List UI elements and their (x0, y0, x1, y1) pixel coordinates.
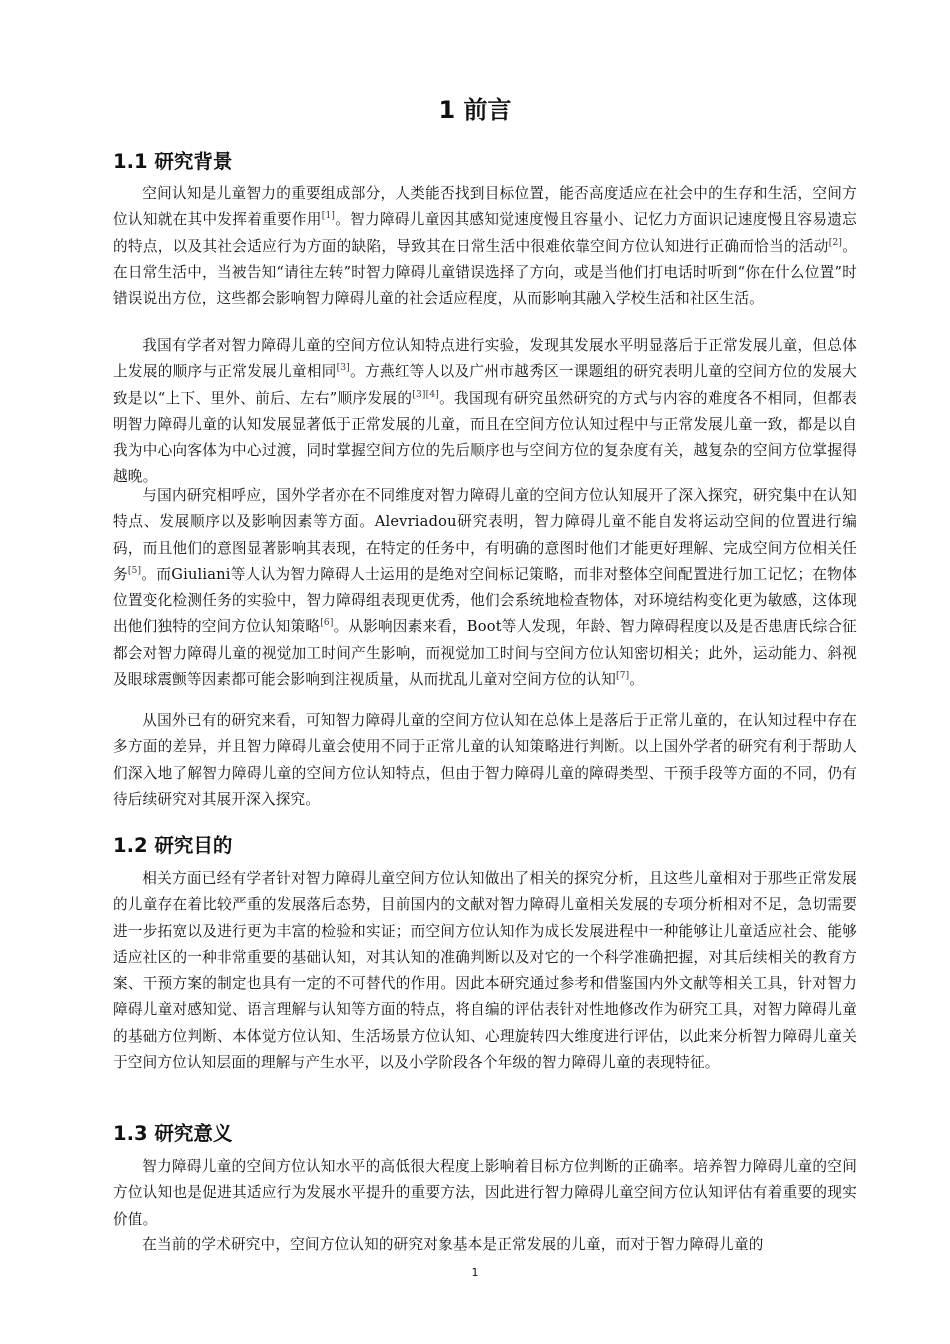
citation-marker: [5] (127, 566, 142, 577)
section-heading-background: 1.1 研究背景 (113, 150, 233, 173)
body-paragraph: 空间认知是儿童智力的重要组成部分，人类能否找到目标位置，能否高度适应在社会中的生存和生活，空间方位认知就在其中发挥着重要作用[1]。智力障碍儿童因其感知觉速度慢且容量小、记忆力方面识记速度慢且容易遗忘的特点，以及其社会适应行为方面的缺陷，导致其在日常生活中很难依靠空间方位认知进行正确而恰当的活动[2]。在日常生活中，当被告知“请往左转”时智力障碍儿童错误选择了方向，或是当他们打电话时听到“你在什么位置”时错误说出方位，这些都会影响智力障碍儿童的社会适应程度，从而影响其融入学校生活和社区生活。 (113, 185, 858, 308)
body-paragraph: 在当前的学术研究中，空间方位认知的研究对象基本是正常发展的儿童，而对于智力障碍儿童的 (142, 1236, 764, 1253)
citation-marker: [7] (616, 671, 630, 682)
body-paragraph: 相关方面已经有学者针对智力障碍儿童空间方位认知做出了相关的探究分析，且这些儿童相对于那些正常发展的儿童存在着比较严重的发展落后态势，目前国内的文献对智力障碍儿童相关发展的专项分析相对不足，急切需要进一步拓宽以及进行更为丰富的检验和实证；而空间方位认知作为成长发展进程中一种能够让儿童适应社会、能够适应社区的一种非常重要的基础认知，对其认知的准确判断以及对它的一个科学准确把握，对其后续相关的教育方案、干预方案的制定也具有一定的不可替代的作用。因此本研究通过参考和借鉴国内外文献等相关工具，针对智力障碍儿童对感知觉、语言理解与认知等方面的特点，将自编的评估表针对性地修改作为研究工具，对智力障碍儿童的基础方位判断、本体觉方位认知、生活场景方位认知、心理旋转四大维度进行评估，以此来分析智力障碍儿童关于空间方位认知层面的理解与产生水平，以及小学阶段各个年级的智力障碍儿童的表现特征。 (113, 870, 857, 1072)
body-paragraph: 我国有学者对智力障碍儿童的空间方位认知特点进行实验，发现其发展水平明显落后于正常发展儿童，但总体上发展的顺序与正常发展儿童相同[3]。方燕红等人以及广州市越秀区一课题组的研究表明儿童的空间方位的发展大致是以“上下、里外、前后、左右”顺序发展的[3][4]。我国现有研究虽然研究的方式与内容的难度各不相同，但都表明智力障碍儿童的认知发展显著低于正常发展的儿童，而且在空间方位认知过程中与正常发展儿童一致，都是以自我为中心向客体为中心过渡，同时掌握空间方位的先后顺序也与空间方位的复杂度有关，越复杂的空间方位掌握得越晚。 (113, 337, 857, 486)
page-number: 1 (471, 1266, 479, 1279)
citation-marker: [6] (320, 618, 334, 629)
citation-marker: [1] (321, 211, 336, 222)
chapter-title: 1 前言 (438, 96, 512, 124)
body-paragraph: 从国外已有的研究来看，可知智力障碍儿童的空间方位认知在总体上是落后于正常儿童的，在认知过程中存在多方面的差异，并且智力障碍儿童会使用不同于正常儿童的认知策略进行判断。以上国外学者的研究有利于帮助人们深入地了解智力障碍儿童的空间方位认知特点，但由于智力障碍儿童的障碍类型、干预手段等方面的不同，仍有待后续研究对其展开深入探究。 (113, 712, 857, 808)
body-paragraph: 与国内研究相呼应，国外学者亦在不同维度对智力障碍儿童的空间方位认知展开了深入探究，研究集中在认知特点、发展顺序以及影响因素等方面。Alevriadou研究表明，智力障碍儿童不能自发将运动空间的位置进行编码，而且他们的意图显著影响其表现，在特定的任务中，有明确的意图时他们才能更好理解、完成空间方位相关任务[5]。而Giuliani等人认为智力障碍人士运用的是绝对空间标记策略，而非对整体空间配置进行加工记忆；在物体位置变化检测任务的实验中，智力障碍组表现更优秀，他们会系统地检查物体，对环境结构变化更为敏感，这体现出他们独特的空间方位认知策略[6]。从影响因素来看，Boot等人发现，年龄、智力障碍程度以及是否患唐氏综合征都会对智力障碍儿童的视觉加工时间产生影响，而视觉加工时间与空间方位认知密切相关；此外，运动能力、斜视及眼球震颤等因素都可能会影响到注视质量，从而扰乱儿童对空间方位的认知[7]。 (113, 487, 858, 689)
section-heading-significance: 1.3 研究意义 (113, 1122, 233, 1145)
citation-marker: [3][4] (412, 389, 439, 400)
body-paragraph: 智力障碍儿童的空间方位认知水平的高低很大程度上影响着目标方位判断的正确率。培养智力障碍儿童的空间方位认知也是促进其适应行为发展水平提升的重要方法，因此进行智力障碍儿童空间方位认知评估有着重要的现实价值。 (113, 1158, 857, 1228)
citation-marker: [3] (336, 363, 351, 374)
section-heading-purpose: 1.2 研究目的 (113, 834, 233, 857)
citation-marker: [2] (828, 237, 843, 248)
